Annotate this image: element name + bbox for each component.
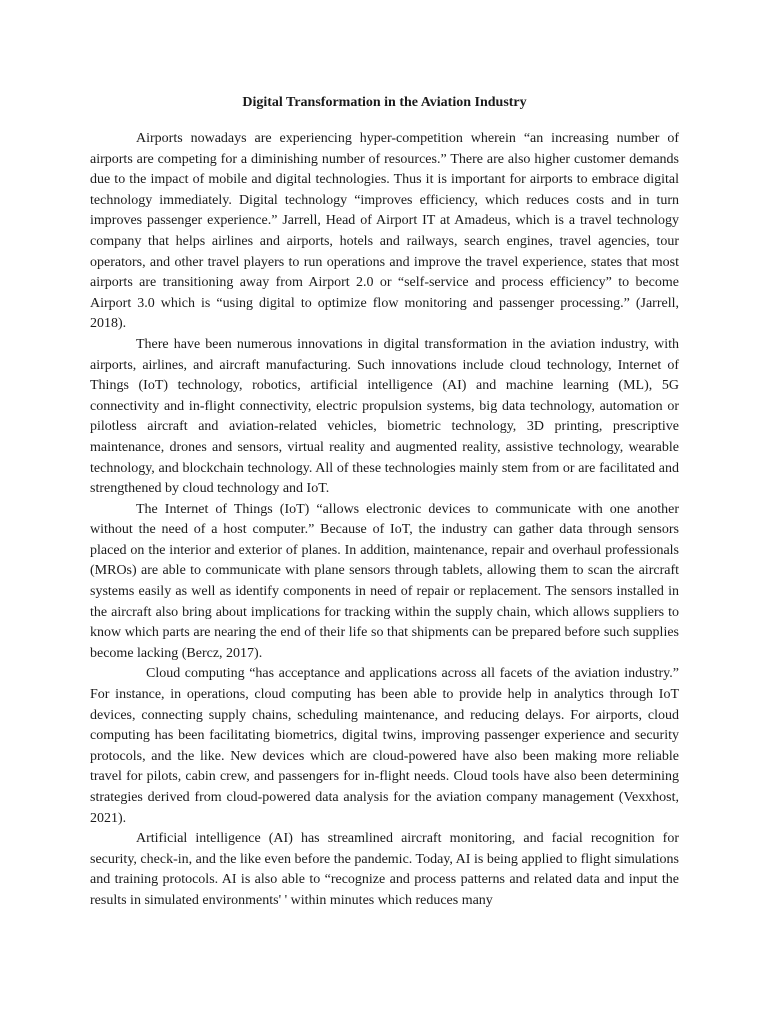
paragraph-innovations: There have been numerous innovations in digital transformation in the aviation industry, with airports, airlines, and aircraft manufacturing. Such innovations include cloud technology, Internet of Things (IoT) technology, robotics, artificial intelligence (AI) and machine learning (ML), 5G connectivity and in-flight connectivity, electric propulsion systems, big data technology, automation or pilotless aircraft and aviation-related vehicles, biometric technology, 3D printing, prescriptive maintenance, drones and sensors, virtual reality and augmented reality, assistive technology, wearable technology, and blockchain technology. All of these technologies mainly stem from or are facilitated and strengthened by cloud technology and IoT. (90, 336, 679, 497)
paragraph-cloud-computing: Cloud computing “has acceptance and applications across all facets of the aviation industry.” For instance, in operations, cloud computing has been able to provide help in analytics through IoT devices, connecting supply chains, scheduling maintenance, and reducing delays. For airports, cloud computing has been facilitating biometrics, digital twins, improving passenger experience and security protocols, and the like. New devices which are cloud-powered have also been making more reliable travel for pilots, cabin crew, and passengers for in-flight needs. Cloud tools have also been determining strategies derived from cloud-powered data analysis for the aviation company management (Vexxhost, 2021). (90, 666, 679, 826)
paragraph-artificial-intelligence: Artificial intelligence (AI) has streamlined aircraft monitoring, and facial recognition for security, check-in, and the like even before the pandemic. Today, AI is being applied to flight simulations and training protocols. AI is also able to “recognize and process patterns and related data and input the results in simulated environments' ' within minutes which reduces many (90, 831, 679, 908)
document-title: Digital Transformation in the Aviation Industry (242, 95, 527, 110)
paragraph-airports: Airports nowadays are experiencing hyper-competition wherein “an increasing number of airports are competing for a diminishing number of resources.” There are also higher customer demands due to the impact of mobile and digital technologies. Thus it is important for airports to embrace digital technology immediately. Digital technology “improves efficiency, which reduces costs and in turn improves passenger experience.” Jarrell, Head of Airport IT at Amadeus, which is a travel technology company that helps airlines and airports, hotels and railways, search engines, travel agencies, tour operators, and other travel players to run operations and improve the travel experience, states that most airports are transitioning away from Airport 2.0 or “self-service and process efficiency” to become Airport 3.0 which is “using digital to optimize flow monitoring and passenger processing.” (Jarrell, 2018). (90, 131, 679, 332)
paragraph-iot: The Internet of Things (IoT) “allows electronic devices to communicate with one another without the need of a host computer.” Because of IoT, the industry can gather data through sensors placed on the interior and exterior of planes. In addition, maintenance, repair and overhaul professionals (MROs) are able to communicate with plane sensors through tablets, allowing them to scan the aircraft systems easily as well as identify components in need of repair or replacement. The sensors installed in the aircraft also bring about implications for tracking within the supply chain, which allows suppliers to know which parts are nearing the end of their life so that shipments can be prepared before such supplies become lacking (Bercz, 2017). (90, 501, 679, 661)
